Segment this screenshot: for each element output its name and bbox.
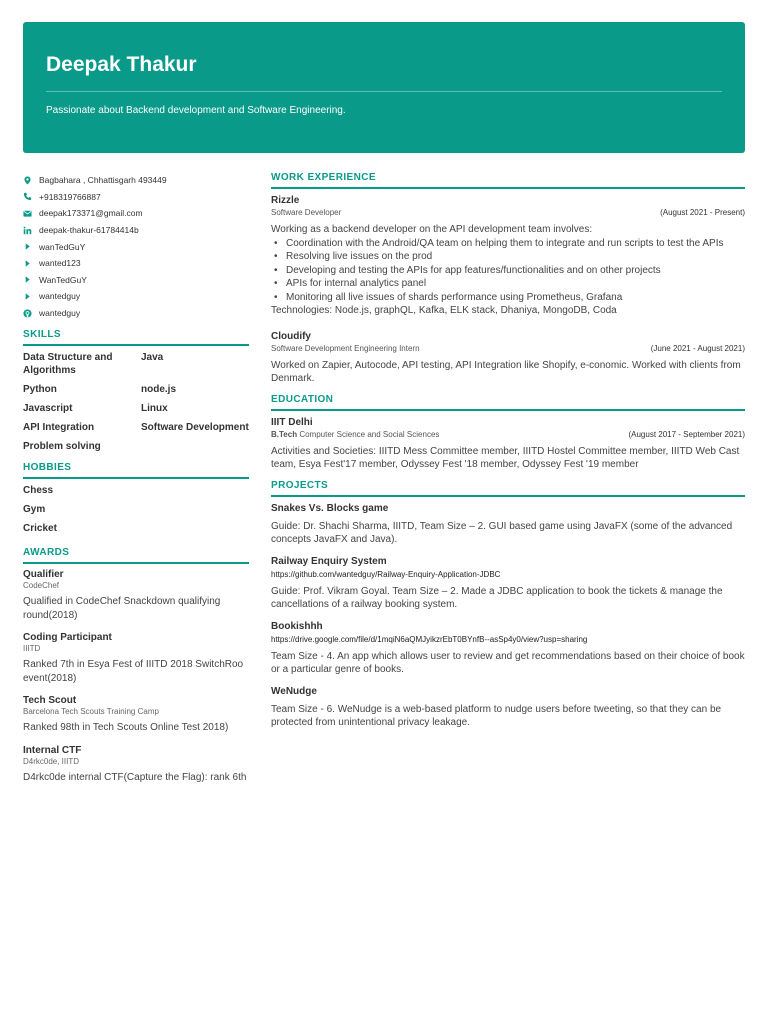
job-intro: Worked on Zapier, Autocode, API testing, API Integration like Shopify, e-conomic. Worked with clients from Denmark. (271, 359, 741, 384)
hobby-item: Gym (23, 504, 46, 516)
contact-phone (23, 189, 249, 206)
job-date: (June 2021 - August 2021) (650, 343, 745, 353)
award-desc: Qualified in CodeChef Snackdown qualifying round(2018) (23, 596, 221, 621)
work-heading: WORK EXPERIENCE (271, 172, 745, 189)
projects-heading: PROJECTS (271, 480, 745, 497)
job-date: (August 2021 - Present) (660, 208, 745, 217)
award-org: CodeChef (23, 581, 60, 591)
education-school: IIIT Delhi (271, 416, 313, 428)
job-bullet: • Resolving live issues on the prod (271, 250, 745, 264)
education-desc: Activities and Societies: IIITD Mess Committee member, IIITD Hostel Committee member, IIITD Web Cast team, Esya Fest'17 member, Odyssey Fest '18 member, Odyssey Fest '19 member (271, 445, 740, 470)
contact-handle-text[interactable]: wanted123 (39, 258, 81, 269)
award-item (23, 569, 249, 622)
skill-item: Javascript (23, 403, 73, 415)
award-title: Coding Participant (23, 632, 112, 644)
award-item (23, 695, 249, 735)
project-desc: Team Size - 6. WeNudge is a web-based platform to nudge users before tweeting, so that they can be protected from unintentional privacy leakage. (271, 703, 722, 728)
contact-location-text: Bagbahara , Chhattisgarh 493449 (39, 175, 167, 186)
job-role: Software Development Engineering Intern (271, 343, 420, 353)
arrow-right-icon (23, 292, 32, 301)
award-desc: Ranked 7th in Esya Fest of IIITD 2018 SwitchRoo event(2018) (23, 659, 244, 684)
education-degree (271, 429, 439, 440)
skills-grid (23, 351, 249, 453)
job-technologies: Technologies: Node.js, graphQL, Kafka, ELK stack, Dhaniya, MongoDB, Coda (271, 305, 617, 316)
skill-item: node.js (141, 384, 177, 396)
contact-handle-text[interactable]: wanTedGuY (39, 241, 86, 252)
award-org: Barcelona Tech Scouts Training Camp (23, 707, 159, 717)
education-entry (271, 416, 745, 472)
skill-item: Python (23, 384, 57, 396)
job-meta (271, 343, 745, 354)
project-desc: Guide: Prof. Vikram Goyal. Team Size – 2. Made a JDBC application to book the tickets & manage the cancellations of a railway booking system. (271, 585, 723, 610)
project-link[interactable]: https://drive.google.com/file/d/1mqiN6aQMJyikzrEbT0BYnfB--asSp4y0/view?usp=sharing (271, 634, 588, 644)
award-org: D4rkc0de, IIITD (23, 756, 80, 766)
job-entry (271, 194, 745, 318)
award-item (23, 632, 249, 685)
job-bullet: • Coordination with the Android/QA team on helping them to integrate and run scripts to test the APIs (271, 237, 745, 251)
education-degree-row (271, 429, 745, 440)
header-banner (23, 22, 745, 153)
contact-handle[interactable] (23, 272, 249, 289)
skills-heading: SKILLS (23, 329, 249, 346)
contact-email[interactable] (23, 205, 249, 222)
project-entry (271, 620, 745, 677)
award-title: Qualifier (23, 569, 64, 581)
awards-heading: AWARDS (23, 547, 249, 564)
project-desc: Team Size - 4. An app which allows user to review and get recommendations based on their choice of book or a particular genre of books. (271, 650, 745, 675)
job-meta (271, 207, 745, 218)
contact-github[interactable] (23, 305, 249, 322)
contact-linkedin[interactable] (23, 222, 249, 239)
project-desc: Guide: Dr. Shachi Sharma, IIITD, Team Size – 2. GUI based game using JavaFX (some of the advanced concepts JavaFX and Java). (271, 520, 733, 545)
contact-handle-text[interactable]: WanTedGuY (39, 274, 87, 285)
job-entry (271, 330, 745, 386)
hobbies-heading: HOBBIES (23, 462, 249, 479)
contact-phone-text: +918319766887 (39, 191, 101, 202)
arrow-right-icon (23, 275, 32, 284)
award-org: IIITD (23, 644, 41, 654)
skill-item: Java (141, 352, 164, 364)
contact-location (23, 172, 249, 189)
arrow-right-icon (23, 259, 32, 268)
header-divider (46, 91, 722, 92)
education-date: (August 2017 - September 2021) (628, 429, 745, 439)
project-entry (271, 502, 745, 547)
hobbies-list (23, 484, 249, 535)
award-item (23, 745, 249, 785)
job-bullet: • Monitoring all live issues of shards performance using Prometheus, Grafana (271, 291, 745, 305)
contact-handle-text[interactable]: wantedguy (39, 291, 81, 302)
skill-item: Data Structure and Algorithms (23, 352, 113, 377)
job-bullet: • Developing and testing the APIs for app features/functionalities and on other projects (271, 264, 745, 278)
hobby-item: Chess (23, 485, 54, 497)
project-title: Railway Enquiry System (271, 555, 387, 567)
job-bullet: • APIs for internal analytics panel (271, 277, 745, 291)
phone-icon (23, 192, 32, 201)
job-bullets (271, 237, 745, 305)
contact-handle[interactable] (23, 238, 249, 255)
candidate-name: Deepak Thakur (46, 53, 197, 76)
project-title: Snakes Vs. Blocks game (271, 502, 389, 514)
award-title: Internal CTF (23, 744, 82, 756)
job-company: Cloudify (271, 330, 311, 342)
project-link[interactable]: https://github.com/wantedguy/Railway-Enquiry-Application-JDBC (271, 569, 501, 579)
award-desc: D4rkc0de internal CTF(Capture the Flag): rank 6th (23, 771, 247, 783)
project-title: WeNudge (271, 685, 317, 697)
contact-linkedin-text[interactable]: deepak-thakur-61784414b (39, 225, 139, 236)
github-icon (23, 309, 32, 318)
skill-item: API Integration (23, 422, 95, 434)
project-title: Bookishhh (271, 620, 323, 632)
award-title: Tech Scout (23, 695, 77, 707)
award-desc: Ranked 98th in Tech Scouts Online Test 2018) (23, 722, 229, 734)
contact-handle[interactable] (23, 288, 249, 305)
job-company: Rizzle (271, 195, 300, 206)
hobby-item: Cricket (23, 523, 57, 535)
left-column (23, 172, 249, 794)
location-pin-icon (23, 176, 32, 185)
arrow-right-icon (23, 242, 32, 251)
education-field: Computer Science and Social Sciences (299, 429, 440, 439)
email-icon (23, 209, 32, 218)
skill-item: Software Development (141, 422, 249, 434)
project-entry (271, 555, 745, 612)
skill-item: Problem solving (23, 441, 101, 453)
contact-email-text[interactable]: deepak173371@gmail.com (39, 208, 143, 219)
education-heading: EDUCATION (271, 394, 745, 411)
skill-item: Linux (141, 403, 168, 415)
summary-text: Passionate about Backend development and Software Engineering. (46, 105, 346, 116)
right-column (271, 172, 745, 738)
awards-list (23, 569, 249, 784)
education-meta (271, 416, 745, 429)
job-role: Software Developer (271, 208, 342, 217)
education-degree-name: B.Tech (271, 429, 298, 439)
project-entry (271, 685, 745, 730)
linkedin-icon (23, 226, 32, 235)
contact-handle[interactable] (23, 255, 249, 272)
contact-github-text[interactable]: wantedguy (39, 308, 81, 319)
job-intro: Working as a backend developer on the API development team involves: (271, 224, 593, 235)
contact-list (23, 172, 249, 321)
